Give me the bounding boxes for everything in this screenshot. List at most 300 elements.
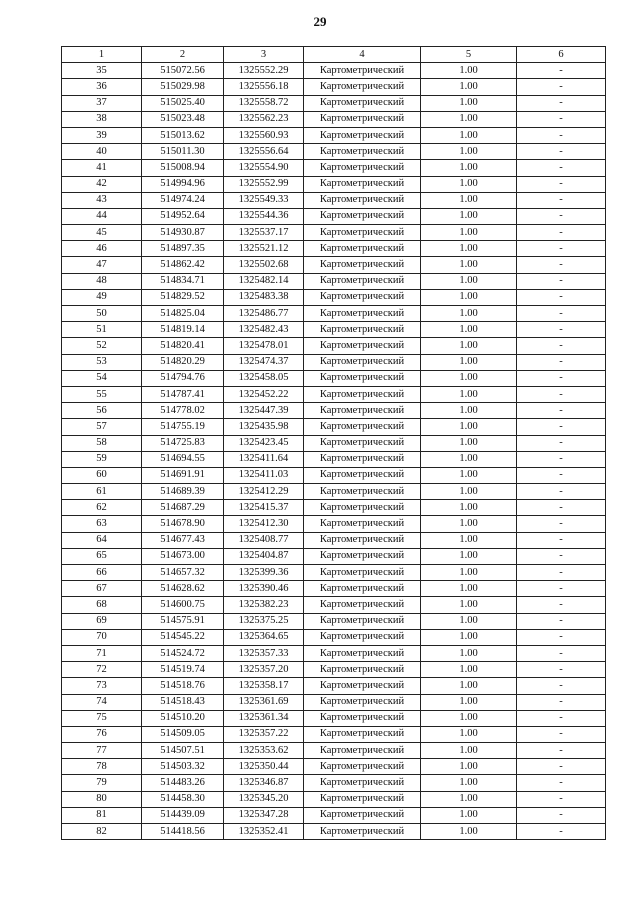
- x-coordinate-cell: 514545.22: [142, 629, 224, 645]
- note-cell: -: [517, 548, 606, 564]
- x-coordinate-cell: 514687.29: [142, 500, 224, 516]
- y-coordinate-cell: 1325554.90: [224, 160, 304, 176]
- note-cell: -: [517, 386, 606, 402]
- table-row: [62, 79, 606, 95]
- y-coordinate-cell: 1325452.22: [224, 386, 304, 402]
- table-header-row: [62, 47, 606, 63]
- point-number-cell: 79: [62, 775, 142, 791]
- y-coordinate-cell: 1325423.45: [224, 435, 304, 451]
- note-cell: -: [517, 565, 606, 581]
- method-cell: Картометрический: [304, 111, 421, 127]
- accuracy-cell: 1.00: [421, 775, 517, 791]
- coordinates-table: [61, 46, 606, 840]
- point-number-cell: 48: [62, 273, 142, 289]
- x-coordinate-cell: 514524.72: [142, 645, 224, 661]
- note-cell: -: [517, 419, 606, 435]
- table-row: [62, 597, 606, 613]
- note-cell: -: [517, 678, 606, 694]
- y-coordinate-cell: 1325435.98: [224, 419, 304, 435]
- method-cell: Картометрический: [304, 127, 421, 143]
- table-row: [62, 273, 606, 289]
- note-cell: -: [517, 807, 606, 823]
- point-number-cell: 57: [62, 419, 142, 435]
- accuracy-cell: 1.00: [421, 516, 517, 532]
- y-coordinate-cell: 1325560.93: [224, 127, 304, 143]
- y-coordinate-cell: 1325537.17: [224, 225, 304, 241]
- note-cell: -: [517, 225, 606, 241]
- x-coordinate-cell: 514600.75: [142, 597, 224, 613]
- table-row: [62, 775, 606, 791]
- x-coordinate-cell: 514458.30: [142, 791, 224, 807]
- note-cell: -: [517, 63, 606, 79]
- y-coordinate-cell: 1325347.28: [224, 807, 304, 823]
- accuracy-cell: 1.00: [421, 824, 517, 840]
- point-number-cell: 62: [62, 500, 142, 516]
- point-number-cell: 52: [62, 338, 142, 354]
- table-row: [62, 662, 606, 678]
- method-cell: Картометрический: [304, 338, 421, 354]
- accuracy-cell: 1.00: [421, 176, 517, 192]
- note-cell: -: [517, 791, 606, 807]
- point-number-cell: 76: [62, 726, 142, 742]
- column-header: 3: [224, 47, 304, 63]
- table-row: [62, 516, 606, 532]
- y-coordinate-cell: 1325408.77: [224, 532, 304, 548]
- accuracy-cell: 1.00: [421, 127, 517, 143]
- point-number-cell: 50: [62, 306, 142, 322]
- method-cell: Картометрический: [304, 548, 421, 564]
- note-cell: -: [517, 160, 606, 176]
- note-cell: -: [517, 597, 606, 613]
- table-row: [62, 807, 606, 823]
- y-coordinate-cell: 1325415.37: [224, 500, 304, 516]
- accuracy-cell: 1.00: [421, 759, 517, 775]
- table-row: [62, 629, 606, 645]
- y-coordinate-cell: 1325364.65: [224, 629, 304, 645]
- accuracy-cell: 1.00: [421, 95, 517, 111]
- method-cell: Картометрический: [304, 257, 421, 273]
- accuracy-cell: 1.00: [421, 565, 517, 581]
- note-cell: -: [517, 192, 606, 208]
- method-cell: Картометрический: [304, 63, 421, 79]
- point-number-cell: 73: [62, 678, 142, 694]
- point-number-cell: 38: [62, 111, 142, 127]
- x-coordinate-cell: 514930.87: [142, 225, 224, 241]
- method-cell: Картометрический: [304, 403, 421, 419]
- y-coordinate-cell: 1325411.64: [224, 451, 304, 467]
- note-cell: -: [517, 775, 606, 791]
- column-header: 6: [517, 47, 606, 63]
- note-cell: -: [517, 516, 606, 532]
- table-row: [62, 645, 606, 661]
- table-row: [62, 370, 606, 386]
- x-coordinate-cell: 514439.09: [142, 807, 224, 823]
- method-cell: Картометрический: [304, 370, 421, 386]
- table-row: [62, 613, 606, 629]
- note-cell: -: [517, 484, 606, 500]
- note-cell: -: [517, 289, 606, 305]
- y-coordinate-cell: 1325353.62: [224, 743, 304, 759]
- method-cell: Картометрический: [304, 79, 421, 95]
- point-number-cell: 66: [62, 565, 142, 581]
- y-coordinate-cell: 1325346.87: [224, 775, 304, 791]
- table-row: [62, 548, 606, 564]
- table-body: [62, 63, 606, 840]
- accuracy-cell: 1.00: [421, 484, 517, 500]
- method-cell: Картометрический: [304, 824, 421, 840]
- table-row: [62, 791, 606, 807]
- y-coordinate-cell: 1325482.43: [224, 322, 304, 338]
- y-coordinate-cell: 1325412.29: [224, 484, 304, 500]
- point-number-cell: 53: [62, 354, 142, 370]
- method-cell: Картометрический: [304, 662, 421, 678]
- method-cell: Картометрический: [304, 208, 421, 224]
- table-row: [62, 710, 606, 726]
- note-cell: -: [517, 370, 606, 386]
- point-number-cell: 69: [62, 613, 142, 629]
- y-coordinate-cell: 1325549.33: [224, 192, 304, 208]
- method-cell: Картометрический: [304, 484, 421, 500]
- y-coordinate-cell: 1325390.46: [224, 581, 304, 597]
- point-number-cell: 56: [62, 403, 142, 419]
- y-coordinate-cell: 1325412.30: [224, 516, 304, 532]
- x-coordinate-cell: 514820.41: [142, 338, 224, 354]
- note-cell: -: [517, 759, 606, 775]
- point-number-cell: 47: [62, 257, 142, 273]
- note-cell: -: [517, 208, 606, 224]
- y-coordinate-cell: 1325352.41: [224, 824, 304, 840]
- method-cell: Картометрический: [304, 629, 421, 645]
- accuracy-cell: 1.00: [421, 79, 517, 95]
- accuracy-cell: 1.00: [421, 419, 517, 435]
- x-coordinate-cell: 515011.30: [142, 144, 224, 160]
- method-cell: Картометрический: [304, 322, 421, 338]
- point-number-cell: 41: [62, 160, 142, 176]
- table-row: [62, 160, 606, 176]
- accuracy-cell: 1.00: [421, 386, 517, 402]
- note-cell: -: [517, 95, 606, 111]
- method-cell: Картометрический: [304, 565, 421, 581]
- table-row: [62, 500, 606, 516]
- x-coordinate-cell: 515013.62: [142, 127, 224, 143]
- accuracy-cell: 1.00: [421, 338, 517, 354]
- point-number-cell: 81: [62, 807, 142, 823]
- note-cell: -: [517, 176, 606, 192]
- x-coordinate-cell: 514825.04: [142, 306, 224, 322]
- table-row: [62, 176, 606, 192]
- y-coordinate-cell: 1325478.01: [224, 338, 304, 354]
- accuracy-cell: 1.00: [421, 273, 517, 289]
- point-number-cell: 63: [62, 516, 142, 532]
- note-cell: -: [517, 338, 606, 354]
- column-header: 2: [142, 47, 224, 63]
- note-cell: -: [517, 241, 606, 257]
- x-coordinate-cell: 514503.32: [142, 759, 224, 775]
- table-row: [62, 386, 606, 402]
- method-cell: Картометрический: [304, 500, 421, 516]
- method-cell: Картометрический: [304, 386, 421, 402]
- y-coordinate-cell: 1325357.33: [224, 645, 304, 661]
- x-coordinate-cell: 514819.14: [142, 322, 224, 338]
- x-coordinate-cell: 514787.41: [142, 386, 224, 402]
- accuracy-cell: 1.00: [421, 597, 517, 613]
- y-coordinate-cell: 1325361.34: [224, 710, 304, 726]
- accuracy-cell: 1.00: [421, 111, 517, 127]
- method-cell: Картометрический: [304, 597, 421, 613]
- note-cell: -: [517, 354, 606, 370]
- point-number-cell: 49: [62, 289, 142, 305]
- method-cell: Картометрический: [304, 613, 421, 629]
- y-coordinate-cell: 1325447.39: [224, 403, 304, 419]
- x-coordinate-cell: 514794.76: [142, 370, 224, 386]
- point-number-cell: 46: [62, 241, 142, 257]
- x-coordinate-cell: 514673.00: [142, 548, 224, 564]
- table-row: [62, 322, 606, 338]
- table-row: [62, 127, 606, 143]
- point-number-cell: 60: [62, 467, 142, 483]
- table-row: [62, 484, 606, 500]
- method-cell: Картометрический: [304, 645, 421, 661]
- point-number-cell: 39: [62, 127, 142, 143]
- method-cell: Картометрический: [304, 225, 421, 241]
- x-coordinate-cell: 514691.91: [142, 467, 224, 483]
- point-number-cell: 70: [62, 629, 142, 645]
- x-coordinate-cell: 514509.05: [142, 726, 224, 742]
- x-coordinate-cell: 514657.32: [142, 565, 224, 581]
- y-coordinate-cell: 1325556.64: [224, 144, 304, 160]
- point-number-cell: 37: [62, 95, 142, 111]
- note-cell: -: [517, 743, 606, 759]
- x-coordinate-cell: 514518.43: [142, 694, 224, 710]
- x-coordinate-cell: 515029.98: [142, 79, 224, 95]
- x-coordinate-cell: 514689.39: [142, 484, 224, 500]
- table-row: [62, 338, 606, 354]
- x-coordinate-cell: 514507.51: [142, 743, 224, 759]
- point-number-cell: 51: [62, 322, 142, 338]
- y-coordinate-cell: 1325411.03: [224, 467, 304, 483]
- method-cell: Картометрический: [304, 273, 421, 289]
- note-cell: -: [517, 662, 606, 678]
- point-number-cell: 80: [62, 791, 142, 807]
- note-cell: -: [517, 451, 606, 467]
- y-coordinate-cell: 1325399.36: [224, 565, 304, 581]
- x-coordinate-cell: 514994.96: [142, 176, 224, 192]
- table-row: [62, 225, 606, 241]
- point-number-cell: 44: [62, 208, 142, 224]
- point-number-cell: 72: [62, 662, 142, 678]
- method-cell: Картометрический: [304, 451, 421, 467]
- note-cell: -: [517, 273, 606, 289]
- method-cell: Картометрический: [304, 95, 421, 111]
- table-row: [62, 63, 606, 79]
- accuracy-cell: 1.00: [421, 726, 517, 742]
- method-cell: Картометрический: [304, 467, 421, 483]
- point-number-cell: 54: [62, 370, 142, 386]
- point-number-cell: 78: [62, 759, 142, 775]
- accuracy-cell: 1.00: [421, 435, 517, 451]
- x-coordinate-cell: 514519.74: [142, 662, 224, 678]
- y-coordinate-cell: 1325404.87: [224, 548, 304, 564]
- x-coordinate-cell: 515008.94: [142, 160, 224, 176]
- table-row: [62, 208, 606, 224]
- note-cell: -: [517, 500, 606, 516]
- y-coordinate-cell: 1325521.12: [224, 241, 304, 257]
- x-coordinate-cell: 514510.20: [142, 710, 224, 726]
- accuracy-cell: 1.00: [421, 629, 517, 645]
- table-row: [62, 354, 606, 370]
- table-row: [62, 419, 606, 435]
- method-cell: Картометрический: [304, 516, 421, 532]
- note-cell: -: [517, 257, 606, 273]
- accuracy-cell: 1.00: [421, 581, 517, 597]
- method-cell: Картометрический: [304, 581, 421, 597]
- accuracy-cell: 1.00: [421, 403, 517, 419]
- note-cell: -: [517, 694, 606, 710]
- table-row: [62, 824, 606, 840]
- note-cell: -: [517, 581, 606, 597]
- y-coordinate-cell: 1325556.18: [224, 79, 304, 95]
- y-coordinate-cell: 1325552.99: [224, 176, 304, 192]
- x-coordinate-cell: 514678.90: [142, 516, 224, 532]
- point-number-cell: 65: [62, 548, 142, 564]
- table-row: [62, 565, 606, 581]
- method-cell: Картометрический: [304, 775, 421, 791]
- method-cell: Картометрический: [304, 759, 421, 775]
- table-row: [62, 743, 606, 759]
- accuracy-cell: 1.00: [421, 500, 517, 516]
- y-coordinate-cell: 1325486.77: [224, 306, 304, 322]
- note-cell: -: [517, 613, 606, 629]
- point-number-cell: 58: [62, 435, 142, 451]
- accuracy-cell: 1.00: [421, 160, 517, 176]
- note-cell: -: [517, 435, 606, 451]
- point-number-cell: 64: [62, 532, 142, 548]
- method-cell: Картометрический: [304, 807, 421, 823]
- point-number-cell: 68: [62, 597, 142, 613]
- method-cell: Картометрический: [304, 791, 421, 807]
- note-cell: -: [517, 824, 606, 840]
- x-coordinate-cell: 514518.76: [142, 678, 224, 694]
- method-cell: Картометрический: [304, 144, 421, 160]
- table-row: [62, 289, 606, 305]
- y-coordinate-cell: 1325474.37: [224, 354, 304, 370]
- y-coordinate-cell: 1325358.17: [224, 678, 304, 694]
- accuracy-cell: 1.00: [421, 710, 517, 726]
- column-header: 1: [62, 47, 142, 63]
- point-number-cell: 40: [62, 144, 142, 160]
- method-cell: Картометрический: [304, 710, 421, 726]
- method-cell: Картометрический: [304, 241, 421, 257]
- x-coordinate-cell: 514677.43: [142, 532, 224, 548]
- accuracy-cell: 1.00: [421, 694, 517, 710]
- note-cell: -: [517, 726, 606, 742]
- x-coordinate-cell: 514778.02: [142, 403, 224, 419]
- table-row: [62, 467, 606, 483]
- method-cell: Картометрический: [304, 160, 421, 176]
- x-coordinate-cell: 514862.42: [142, 257, 224, 273]
- note-cell: -: [517, 629, 606, 645]
- method-cell: Картометрический: [304, 306, 421, 322]
- y-coordinate-cell: 1325350.44: [224, 759, 304, 775]
- accuracy-cell: 1.00: [421, 354, 517, 370]
- x-coordinate-cell: 515023.48: [142, 111, 224, 127]
- accuracy-cell: 1.00: [421, 807, 517, 823]
- column-header: 5: [421, 47, 517, 63]
- method-cell: Картометрический: [304, 435, 421, 451]
- y-coordinate-cell: 1325382.23: [224, 597, 304, 613]
- table-row: [62, 435, 606, 451]
- y-coordinate-cell: 1325357.22: [224, 726, 304, 742]
- x-coordinate-cell: 514974.24: [142, 192, 224, 208]
- x-coordinate-cell: 514952.64: [142, 208, 224, 224]
- table-row: [62, 403, 606, 419]
- note-cell: -: [517, 144, 606, 160]
- y-coordinate-cell: 1325357.20: [224, 662, 304, 678]
- note-cell: -: [517, 111, 606, 127]
- method-cell: Картометрический: [304, 354, 421, 370]
- accuracy-cell: 1.00: [421, 791, 517, 807]
- accuracy-cell: 1.00: [421, 208, 517, 224]
- x-coordinate-cell: 514628.62: [142, 581, 224, 597]
- y-coordinate-cell: 1325361.69: [224, 694, 304, 710]
- method-cell: Картометрический: [304, 743, 421, 759]
- y-coordinate-cell: 1325375.25: [224, 613, 304, 629]
- y-coordinate-cell: 1325558.72: [224, 95, 304, 111]
- accuracy-cell: 1.00: [421, 289, 517, 305]
- point-number-cell: 43: [62, 192, 142, 208]
- x-coordinate-cell: 514755.19: [142, 419, 224, 435]
- point-number-cell: 74: [62, 694, 142, 710]
- x-coordinate-cell: 514483.26: [142, 775, 224, 791]
- accuracy-cell: 1.00: [421, 467, 517, 483]
- table-row: [62, 581, 606, 597]
- y-coordinate-cell: 1325562.23: [224, 111, 304, 127]
- table-row: [62, 144, 606, 160]
- y-coordinate-cell: 1325483.38: [224, 289, 304, 305]
- table-row: [62, 111, 606, 127]
- note-cell: -: [517, 710, 606, 726]
- x-coordinate-cell: 515072.56: [142, 63, 224, 79]
- x-coordinate-cell: 514834.71: [142, 273, 224, 289]
- accuracy-cell: 1.00: [421, 743, 517, 759]
- accuracy-cell: 1.00: [421, 225, 517, 241]
- table-row: [62, 95, 606, 111]
- accuracy-cell: 1.00: [421, 241, 517, 257]
- y-coordinate-cell: 1325458.05: [224, 370, 304, 386]
- accuracy-cell: 1.00: [421, 451, 517, 467]
- point-number-cell: 45: [62, 225, 142, 241]
- point-number-cell: 36: [62, 79, 142, 95]
- accuracy-cell: 1.00: [421, 322, 517, 338]
- y-coordinate-cell: 1325482.14: [224, 273, 304, 289]
- x-coordinate-cell: 514829.52: [142, 289, 224, 305]
- accuracy-cell: 1.00: [421, 144, 517, 160]
- x-coordinate-cell: 514897.35: [142, 241, 224, 257]
- point-number-cell: 71: [62, 645, 142, 661]
- table-row: [62, 241, 606, 257]
- x-coordinate-cell: 515025.40: [142, 95, 224, 111]
- x-coordinate-cell: 514575.91: [142, 613, 224, 629]
- note-cell: -: [517, 532, 606, 548]
- note-cell: -: [517, 403, 606, 419]
- table-row: [62, 306, 606, 322]
- point-number-cell: 55: [62, 386, 142, 402]
- point-number-cell: 67: [62, 581, 142, 597]
- method-cell: Картометрический: [304, 289, 421, 305]
- x-coordinate-cell: 514694.55: [142, 451, 224, 467]
- table-row: [62, 759, 606, 775]
- method-cell: Картометрический: [304, 419, 421, 435]
